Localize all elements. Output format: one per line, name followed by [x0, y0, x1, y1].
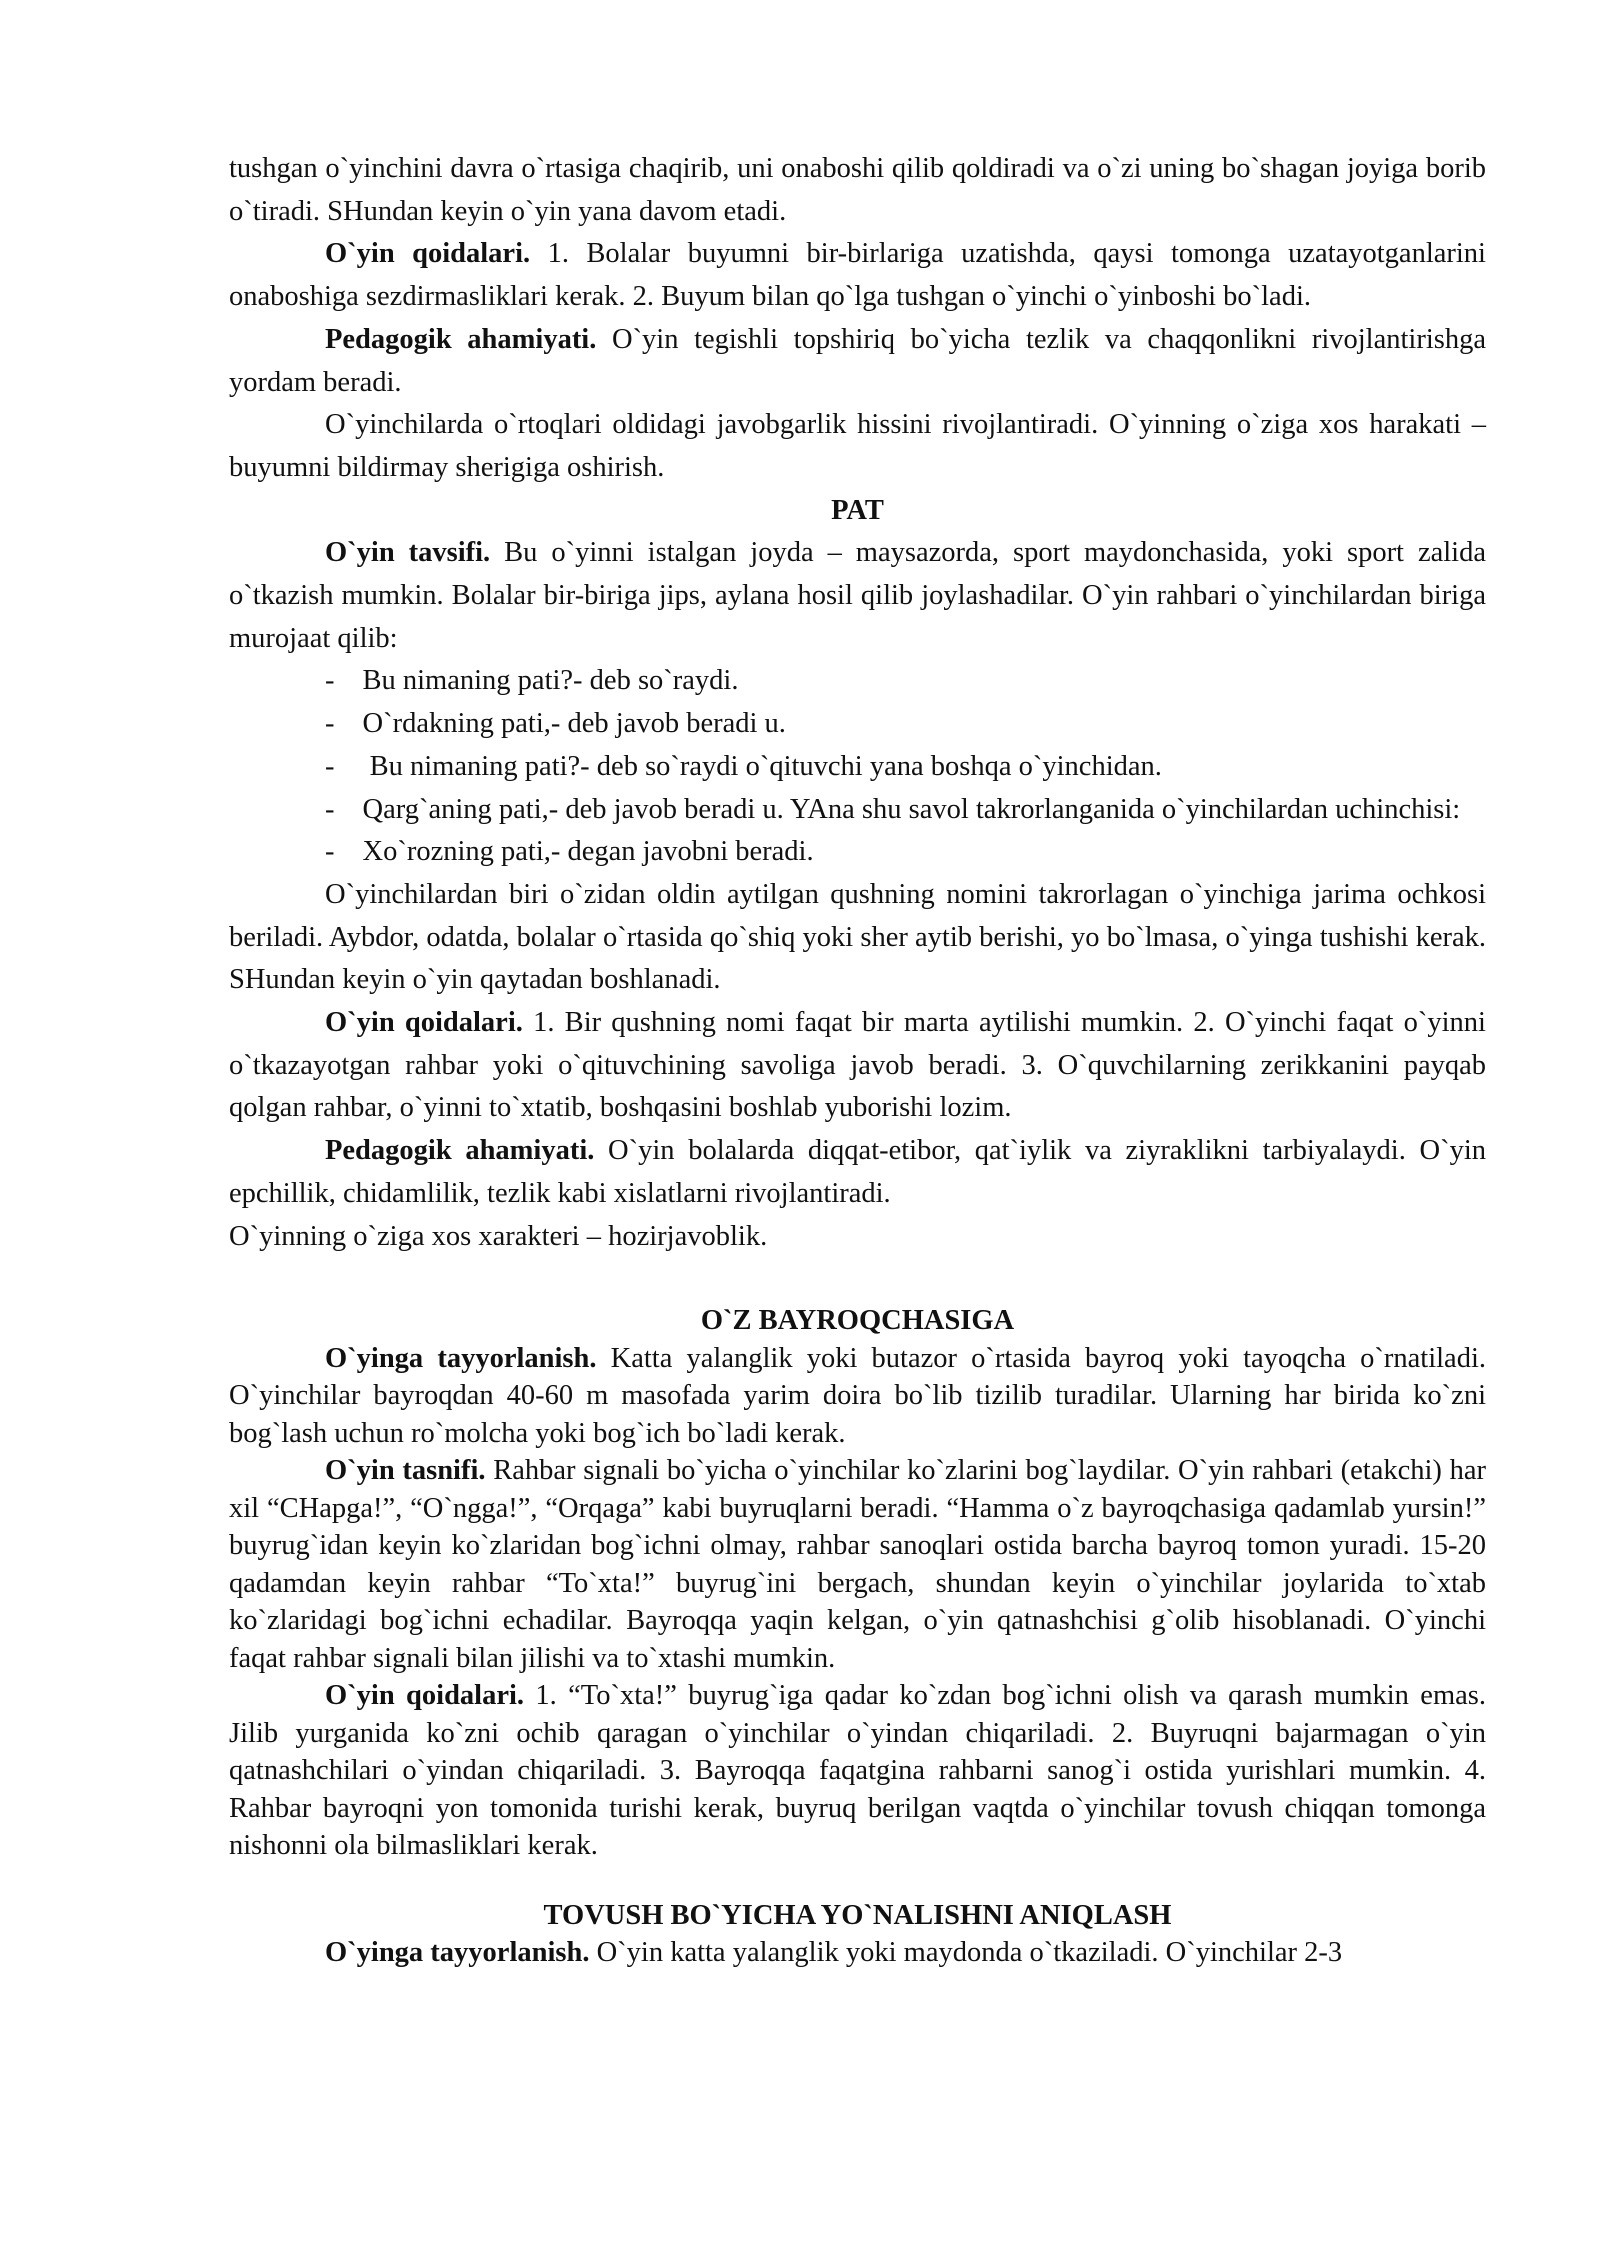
heading-inline-pedagogical: Pedagogik ahamiyati.	[325, 323, 597, 355]
section-heading-tovush: TOVUSH BO`YICHA YO`NALISHNI ANIQLASH	[543, 1899, 1172, 1931]
dash-marker: -	[325, 793, 335, 825]
preparation-text: Katta yalanglik yoki butazor o`rtasida bayroq yoki tayoqcha o`rnatiladi. O`yinchilar bayroqdan 40-60 m masofada yarim doira bo`lib tizilib turadilar. Ularning har birida ko`zni bog`lash uchun ro`molcha yoki bog`ich bo`ladi kerak.	[229, 1342, 1486, 1449]
heading-inline-rules: O`yin qoidalari.	[325, 1007, 523, 1039]
rules-text: 1. Bir qushning nomi faqat bir marta aytilishi mumkin. 2. O`yinchi faqat o`yinni o`tkazayotgan rahbar yoki o`qituvchining savoliga javob beradi. 3. O`quvchilarning zerikkanini payqab qolgan rahbar, o`yinni to`xtatib, boshqasini boshlab yuborishi lozim.	[229, 1007, 1486, 1124]
dialogue-text: Bu nimaning pati?- deb so`raydi.	[362, 665, 739, 697]
dash-marker: -	[325, 708, 335, 740]
preparation-text: O`yin katta yalanglik yoki maydonda o`tkaziladi. O`yinchilar 2-3	[589, 1937, 1343, 1969]
rules-text: 1. Bolalar buyumni bir-birlariga uzatishda, qaysi tomonga uzatayotganlarini onaboshiga sezdirmasliklari kerak. 2. Buyum bilan qo`lga tushgan o`yinchi o`yinboshi bo`ladi.	[229, 238, 1486, 313]
heading-inline-pedagogical: Pedagogik ahamiyati.	[325, 1135, 595, 1167]
paragraph-responsibility: O`yinchilarda o`rtoqlari oldidagi javobgarlik hissini rivojlantiradi. O`yinning o`ziga xos harakati – buyumni bildirmay sherigiga oshirish.	[229, 409, 1486, 483]
dialogue-line-1	[229, 660, 1486, 703]
dialogue-line-2	[229, 703, 1486, 746]
paragraph-penalty: O`yinchilardan biri o`zidan oldin aytilgan qushning nomini takrorlagan o`yinchiga jarima ochkosi beriladi. Aybdor, odatda, bolalar o`rtasida qo`shiq yoki sher aytib berishi, yo bo`lmasa, o`yinga tushishi kerak. SHundan keyin o`yin qaytadan boshlanadi.	[229, 878, 1486, 996]
paragraph-character: O`yinning o`ziga xos xarakteri – hozirjavoblik.	[229, 1220, 768, 1252]
pedagogical-text: O`yin tegishli topshiriq bo`yicha tezlik va chaqqonlikni rivojlantirishga yordam beradi.	[229, 323, 1486, 398]
section-bayroqchasiga	[229, 1302, 1486, 1972]
paragraph-game-rules-3	[229, 1677, 1486, 1865]
dash-marker: -	[325, 665, 335, 697]
paragraph-game-rules-1	[229, 233, 1486, 318]
dialogue-line-3	[229, 746, 1486, 789]
dash-marker: -	[325, 750, 335, 782]
dash-marker: -	[325, 836, 335, 868]
paragraph-preparation-2	[229, 1934, 1486, 1972]
paragraph-game-description	[229, 532, 1486, 660]
heading-inline-preparation: O`yinga tayyorlanish.	[325, 1937, 590, 1969]
heading-inline-rules: O`yin qoidalari.	[325, 238, 531, 270]
dialogue-text: Bu nimaning pati?- deb so`raydi o`qituvchi yana boshqa o`yinchidan.	[362, 750, 1162, 782]
heading-inline-preparation: O`yinga tayyorlanish.	[325, 1342, 597, 1374]
heading-inline-classification: O`yin tasnifi.	[325, 1455, 486, 1487]
paragraph-game-rules-2	[229, 1002, 1486, 1130]
paragraph-preparation	[229, 1340, 1486, 1453]
heading-inline-description: O`yin tavsifi.	[325, 537, 491, 569]
paragraph-pedagogical-2	[229, 1130, 1486, 1215]
pedagogical-text: O`yin bolalarda diqqat-etibor, qat`iylik va ziyraklikni tarbiyalaydi. O`yin epchillik, chidamlilik, tezlik kabi xislatlarni rivojlantiradi.	[229, 1135, 1486, 1209]
dialogue-line-5	[229, 831, 1486, 874]
document-page	[229, 148, 1486, 1972]
dialogue-text: O`rdakning pati,- deb javob beradi u.	[362, 708, 786, 740]
rules-text: 1. “To`xta!” buyrug`iga qadar ko`zdan bog`ichni olish va qarash mumkin emas. Jilib yurganida ko`zni ochib qaragan o`yinchilar o`yindan chiqariladi. 2. Buyruqni bajarmagan o`yin qatnashchilari o`yindan chiqariladi. 3. Bayroqqa faqatgina rahbarni sanog`i ostida yurishlari mumkin. 4. Rahbar bayroqni yon tomonida turishi kerak, buyruq berilgan vaqtda o`yinchilar tovush chiqqan tomonga nishonni ola bilmasliklari kerak.	[229, 1680, 1486, 1862]
paragraph-pedagogical-1	[229, 319, 1486, 404]
dialogue-text: Qarg`aning pati,- deb javob beradi u. YAna shu savol takrorlanganida o`yinchilardan uchinchisi:	[362, 793, 1461, 825]
section-heading-bayroqchasiga: O`Z BAYROQCHASIGA	[700, 1305, 1015, 1337]
paragraph-continuation: tushgan o`yinchini davra o`rtasiga chaqirib, uni onaboshi qilib qoldiradi va o`zi uning bo`shagan joyiga borib o`tiradi. SHundan keyin o`yin yana davom etadi.	[229, 153, 1486, 227]
section-heading-pat: PAT	[831, 494, 884, 526]
dialogue-line-4	[229, 789, 1486, 832]
heading-inline-rules: O`yin qoidalari.	[325, 1680, 525, 1712]
paragraph-game-classification	[229, 1452, 1486, 1677]
description-text: Bu o`yinni istalgan joyda – maysazorda, sport maydonchasida, yoki sport zalida o`tkazish mumkin. Bolalar bir-biriga jips, aylana hosil qilib joylashadilar. O`yin rahbari o`yinchilardan biriga murojaat qilib:	[229, 537, 1486, 654]
classification-text: Rahbar signali bo`yicha o`yinchilar ko`zlarini bog`laydilar. O`yin rahbari (etakchi) har xil “CHapga!”, “O`ngga!”, “Orqaga” kabi buyruqlarni beradi. “Hamma o`z bayroqchasiga qadamlab yursin!” buyrug`idan keyin ko`zlaridan bog`ichni olmay, rahbar sanoqlari ostida barcha bayroq tomon yuradi. 15-20 qadamdan keyin rahbar “To`xta!” buyrug`ini bergach, shundan keyin o`yinchilar joylarida to`xtab ko`zlaridagi bog`ichni echadilar. Bayroqqa yaqin kelgan, o`yin qatnashchisi g`olib hisoblanadi. O`yinchi faqat rahbar signali bilan jilishi va to`xtashi mumkin.	[229, 1455, 1486, 1674]
dialogue-text: Xo`rozning pati,- degan javobni beradi.	[362, 836, 814, 868]
